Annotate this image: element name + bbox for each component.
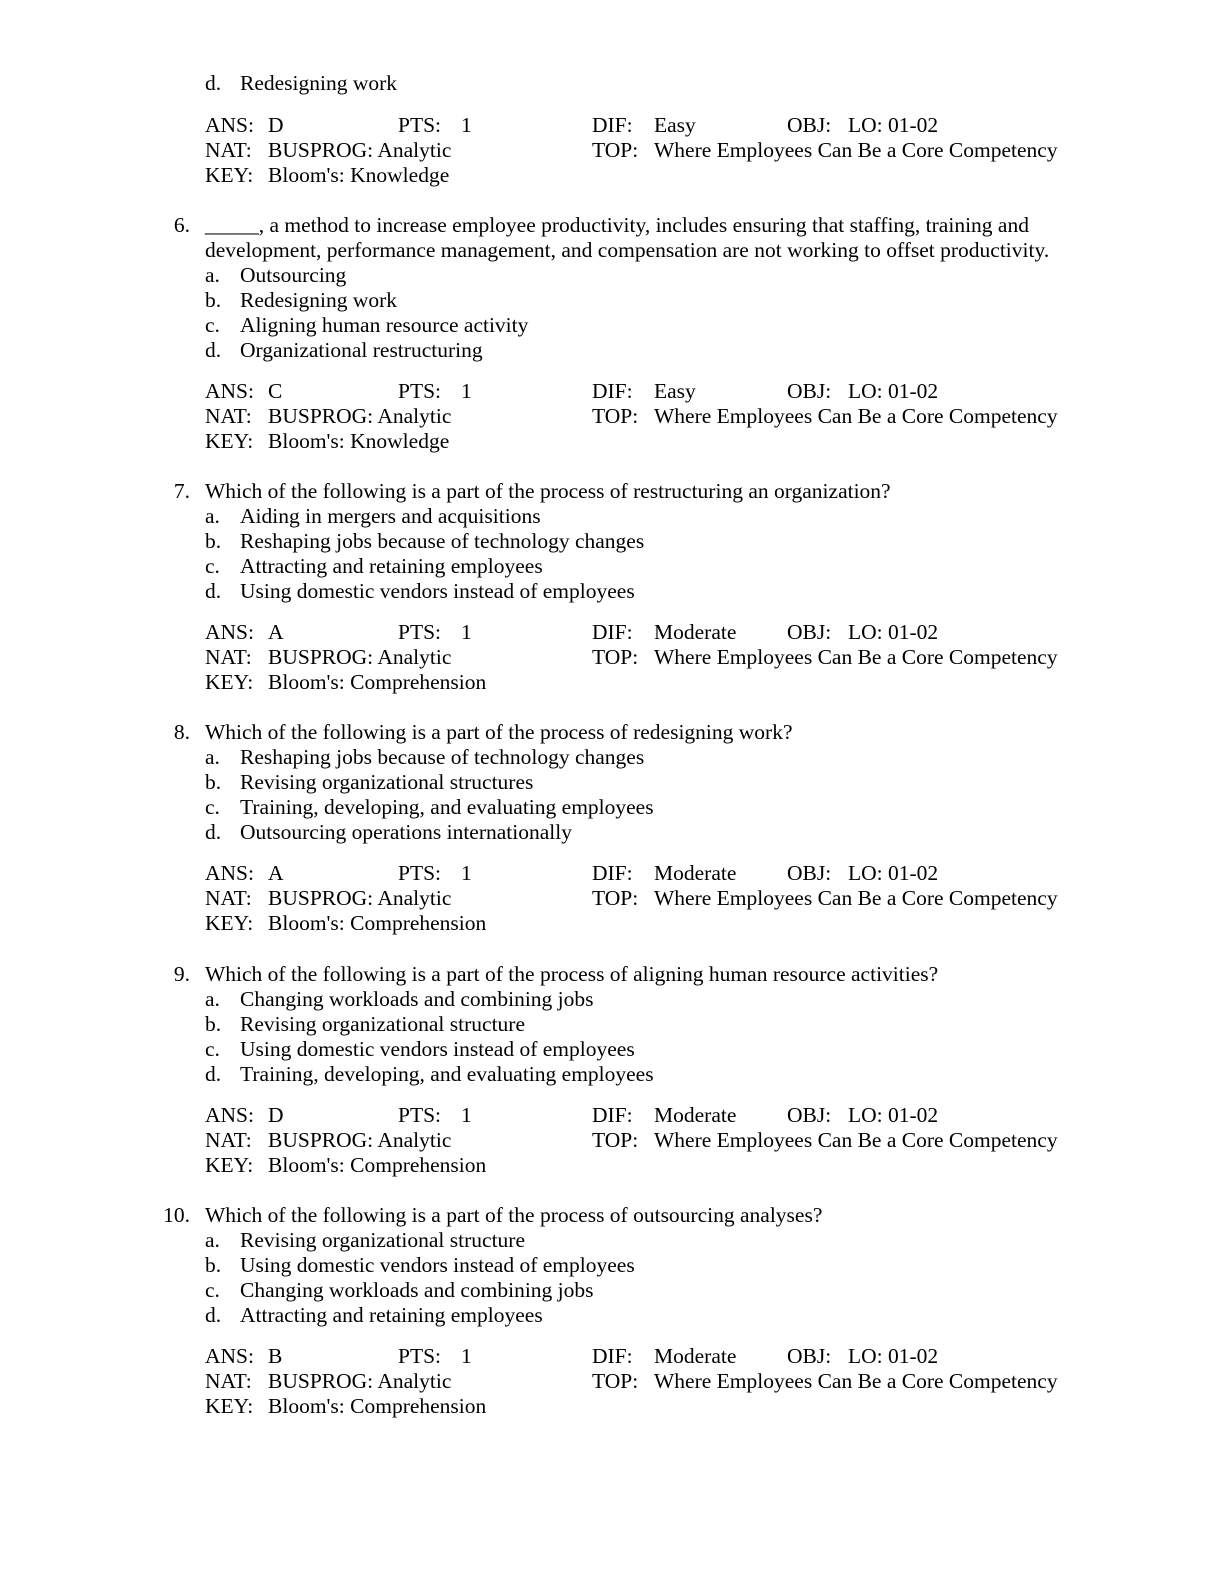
- national-standard-label: NAT:: [205, 1369, 252, 1393]
- answer-value: D: [268, 113, 284, 137]
- option-letter: b.: [205, 770, 222, 794]
- answer-value: D: [268, 1103, 284, 1127]
- objective-value: LO: 01-02: [848, 620, 939, 644]
- key-value: Bloom's: Knowledge: [268, 429, 450, 453]
- topic-label: TOP:: [592, 138, 639, 162]
- points-value: 1: [461, 620, 472, 644]
- option-text: Changing workloads and combining jobs: [240, 1278, 594, 1302]
- national-standard-label: NAT:: [205, 138, 252, 162]
- national-standard-value: BUSPROG: Analytic: [268, 138, 452, 162]
- option-letter: b.: [205, 288, 222, 312]
- option-text: Attracting and retaining employees: [240, 554, 543, 578]
- key-label: KEY:: [205, 670, 254, 694]
- objective-value: LO: 01-02: [848, 1344, 939, 1368]
- points-value: 1: [461, 861, 472, 885]
- option-letter: c.: [205, 554, 220, 578]
- option-text: Using domestic vendors instead of employees: [240, 1253, 635, 1277]
- topic-value: Where Employees Can Be a Core Competency: [654, 1369, 1058, 1393]
- option-text: Changing workloads and combining jobs: [240, 987, 594, 1011]
- option-text: Redesigning work: [240, 71, 398, 95]
- option-text: Aiding in mergers and acquisitions: [240, 504, 541, 528]
- objective-label: OBJ:: [787, 1344, 832, 1368]
- option-text: Attracting and retaining employees: [240, 1303, 543, 1327]
- answer-value: A: [268, 861, 284, 885]
- topic-label: TOP:: [592, 1128, 639, 1152]
- option-letter: b.: [205, 1253, 222, 1277]
- topic-label: TOP:: [592, 645, 639, 669]
- answer-label: ANS:: [205, 1103, 254, 1127]
- option-letter: a.: [205, 745, 220, 769]
- option-letter: a.: [205, 263, 220, 287]
- answer-value: A: [268, 620, 284, 644]
- answer-value: B: [268, 1344, 283, 1368]
- option-text: Outsourcing operations internationally: [240, 820, 572, 844]
- option-letter: d.: [205, 338, 222, 362]
- difficulty-value: Easy: [654, 379, 696, 403]
- difficulty-label: DIF:: [592, 379, 633, 403]
- key-label: KEY:: [205, 1394, 254, 1418]
- national-standard-value: BUSPROG: Analytic: [268, 645, 452, 669]
- topic-value: Where Employees Can Be a Core Competency: [654, 404, 1058, 428]
- option-text: Training, developing, and evaluating employees: [240, 1062, 654, 1086]
- option-text: Reshaping jobs because of technology changes: [240, 745, 645, 769]
- option-text: Revising organizational structures: [240, 770, 534, 794]
- option-text: Outsourcing: [240, 263, 347, 287]
- topic-label: TOP:: [592, 886, 639, 910]
- objective-label: OBJ:: [787, 1103, 832, 1127]
- question-stem: development, performance management, and compensation are not working to offset productivity.: [205, 238, 1050, 262]
- points-value: 1: [461, 379, 472, 403]
- difficulty-value: Easy: [654, 113, 696, 137]
- points-label: PTS:: [398, 861, 442, 885]
- points-label: PTS:: [398, 113, 442, 137]
- option-text: Reshaping jobs because of technology changes: [240, 529, 645, 553]
- key-label: KEY:: [205, 429, 254, 453]
- topic-value: Where Employees Can Be a Core Competency: [654, 138, 1058, 162]
- question-stem: Which of the following is a part of the process of restructuring an organization?: [205, 479, 891, 503]
- national-standard-value: BUSPROG: Analytic: [268, 1128, 452, 1152]
- option-letter: b.: [205, 529, 222, 553]
- key-value: Bloom's: Comprehension: [268, 911, 487, 935]
- difficulty-value: Moderate: [654, 1103, 737, 1127]
- answer-label: ANS:: [205, 379, 254, 403]
- option-text: Using domestic vendors instead of employees: [240, 1037, 635, 1061]
- answer-label: ANS:: [205, 861, 254, 885]
- difficulty-value: Moderate: [654, 861, 737, 885]
- difficulty-label: DIF:: [592, 113, 633, 137]
- key-label: KEY:: [205, 163, 254, 187]
- option-text: Redesigning work: [240, 288, 398, 312]
- key-value: Bloom's: Comprehension: [268, 670, 487, 694]
- difficulty-label: DIF:: [592, 1103, 633, 1127]
- key-value: Bloom's: Comprehension: [268, 1394, 487, 1418]
- option-letter: d.: [205, 820, 222, 844]
- option-letter: d.: [205, 1303, 222, 1327]
- points-value: 1: [461, 1344, 472, 1368]
- national-standard-value: BUSPROG: Analytic: [268, 1369, 452, 1393]
- objective-value: LO: 01-02: [848, 861, 939, 885]
- question-number: 7.: [173, 479, 190, 503]
- option-letter: a.: [205, 1228, 220, 1252]
- option-text: Aligning human resource activity: [240, 313, 529, 337]
- option-text: Organizational restructuring: [240, 338, 483, 362]
- question-stem: Which of the following is a part of the process of redesigning work?: [205, 720, 793, 744]
- question-stem: _____, a method to increase employee productivity, includes ensuring that staffing, training and: [205, 213, 1029, 237]
- difficulty-label: DIF:: [592, 861, 633, 885]
- objective-value: LO: 01-02: [848, 379, 939, 403]
- difficulty-value: Moderate: [654, 620, 737, 644]
- national-standard-label: NAT:: [205, 886, 252, 910]
- objective-value: LO: 01-02: [848, 1103, 939, 1127]
- objective-label: OBJ:: [787, 861, 832, 885]
- option-letter: d.: [205, 1062, 222, 1086]
- answer-value: C: [268, 379, 283, 403]
- question-number: 10.: [163, 1203, 190, 1227]
- question-number: 9.: [173, 962, 190, 986]
- difficulty-label: DIF:: [592, 620, 633, 644]
- national-standard-label: NAT:: [205, 645, 252, 669]
- question-number: 8.: [173, 720, 190, 744]
- key-label: KEY:: [205, 911, 254, 935]
- answer-label: ANS:: [205, 1344, 254, 1368]
- key-label: KEY:: [205, 1153, 254, 1177]
- topic-value: Where Employees Can Be a Core Competency: [654, 645, 1058, 669]
- national-standard-label: NAT:: [205, 1128, 252, 1152]
- option-letter: c.: [205, 1278, 220, 1302]
- option-letter: c.: [205, 795, 220, 819]
- option-letter: c.: [205, 1037, 220, 1061]
- national-standard-value: BUSPROG: Analytic: [268, 886, 452, 910]
- national-standard-label: NAT:: [205, 404, 252, 428]
- answer-label: ANS:: [205, 620, 254, 644]
- option-letter: d.: [205, 71, 222, 95]
- question-stem: Which of the following is a part of the process of outsourcing analyses?: [205, 1203, 823, 1227]
- option-letter: a.: [205, 987, 220, 1011]
- key-value: Bloom's: Knowledge: [268, 163, 450, 187]
- answer-label: ANS:: [205, 113, 254, 137]
- option-text: Revising organizational structure: [240, 1012, 526, 1036]
- option-text: Using domestic vendors instead of employees: [240, 579, 635, 603]
- objective-label: OBJ:: [787, 379, 832, 403]
- option-text: Training, developing, and evaluating employees: [240, 795, 654, 819]
- objective-value: LO: 01-02: [848, 113, 939, 137]
- difficulty-label: DIF:: [592, 1344, 633, 1368]
- points-label: PTS:: [398, 1344, 442, 1368]
- points-label: PTS:: [398, 1103, 442, 1127]
- points-value: 1: [461, 1103, 472, 1127]
- option-letter: d.: [205, 579, 222, 603]
- points-label: PTS:: [398, 620, 442, 644]
- topic-value: Where Employees Can Be a Core Competency: [654, 1128, 1058, 1152]
- national-standard-value: BUSPROG: Analytic: [268, 404, 452, 428]
- key-value: Bloom's: Comprehension: [268, 1153, 487, 1177]
- option-letter: c.: [205, 313, 220, 337]
- objective-label: OBJ:: [787, 620, 832, 644]
- topic-value: Where Employees Can Be a Core Competency: [654, 886, 1058, 910]
- objective-label: OBJ:: [787, 113, 832, 137]
- option-letter: b.: [205, 1012, 222, 1036]
- option-letter: a.: [205, 504, 220, 528]
- points-value: 1: [461, 113, 472, 137]
- question-stem: Which of the following is a part of the process of aligning human resource activities?: [205, 962, 939, 986]
- topic-label: TOP:: [592, 1369, 639, 1393]
- question-number: 6.: [173, 213, 190, 237]
- option-text: Revising organizational structure: [240, 1228, 526, 1252]
- difficulty-value: Moderate: [654, 1344, 737, 1368]
- topic-label: TOP:: [592, 404, 639, 428]
- points-label: PTS:: [398, 379, 442, 403]
